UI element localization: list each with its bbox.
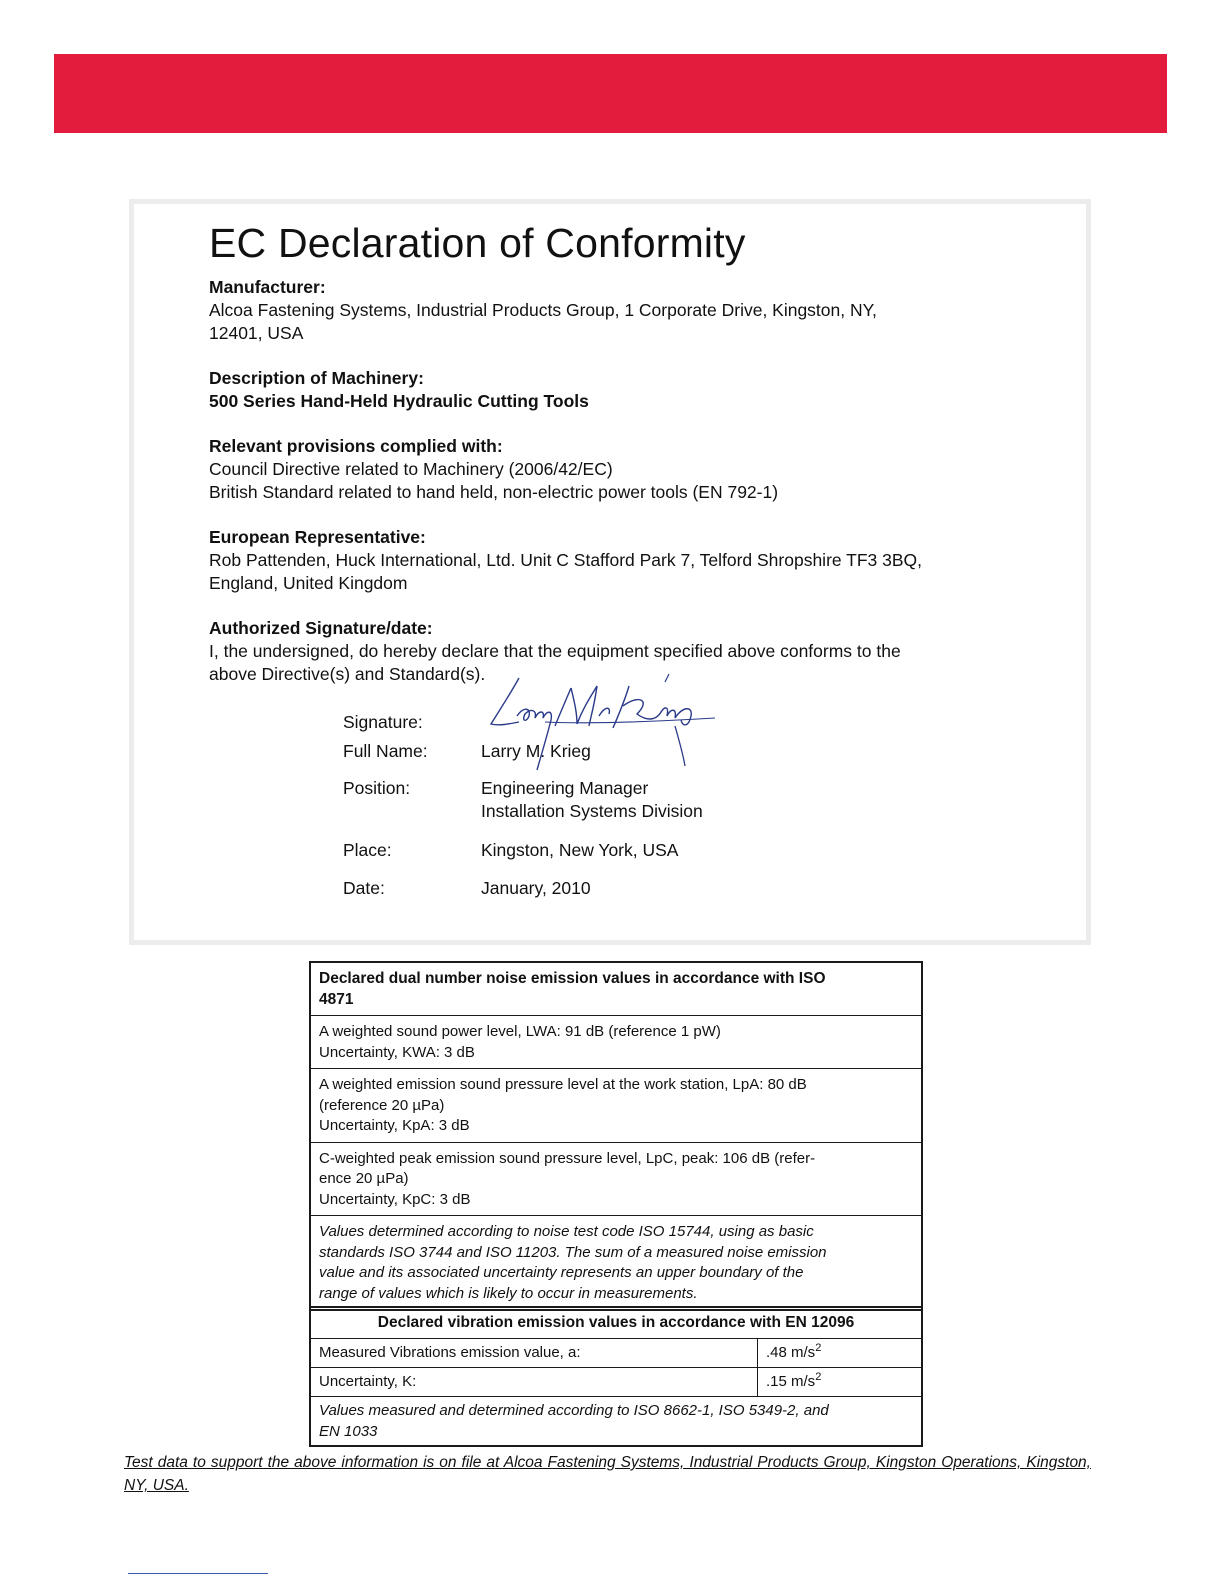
authorization-line: I, the undersigned, do hereby declare that the equipment specified above conforms to the <box>209 641 901 661</box>
machinery-name: 500 Series Hand-Held Hydraulic Cutting Tools <box>209 391 589 411</box>
vibration-label: Uncertainty, K: <box>311 1368 758 1396</box>
representative-line: England, United Kingdom <box>209 573 408 593</box>
declaration-box <box>129 199 1091 945</box>
noise-note-line: Values determined according to noise test code ISO 15744, using as basic <box>319 1223 814 1240</box>
vibration-note-line: EN 1033 <box>319 1423 378 1440</box>
vibration-row <box>311 1368 921 1397</box>
noise-row-line: (reference 20 µPa) <box>319 1096 445 1114</box>
date-row <box>343 877 863 900</box>
position-value <box>481 777 863 823</box>
vibration-value-text: .15 m/s <box>766 1373 816 1390</box>
signature-label: Signature: <box>343 712 423 732</box>
place-label: Place: <box>343 840 392 860</box>
date-value: January, 2010 <box>481 878 591 898</box>
provision-line: Council Directive related to Machinery (2006/42/EC) <box>209 459 613 479</box>
noise-row-line: ence 20 µPa) <box>319 1170 409 1187</box>
noise-row-line: Uncertainty, KpC: 3 dB <box>319 1190 471 1208</box>
position-row <box>343 777 863 823</box>
full-name-value: Larry M. Krieg <box>481 741 591 761</box>
noise-row-sound-power <box>311 1016 921 1069</box>
vibration-emission-table <box>309 1306 923 1447</box>
place-row <box>343 839 863 862</box>
header-banner <box>54 54 1167 133</box>
vibration-note-line: Values measured and determined according to ISO 8662-1, ISO 5349-2, and <box>319 1402 829 1419</box>
full-name-row <box>343 740 863 763</box>
noise-table-note <box>311 1216 921 1309</box>
noise-row-line: Uncertainty, KWA: 3 dB <box>319 1043 475 1061</box>
position-label: Position: <box>343 778 411 798</box>
vibration-value <box>758 1339 921 1367</box>
noise-note-line: value and its associated uncertainty represents an upper boundary of the <box>319 1264 804 1281</box>
representative-heading: European Representative: <box>209 527 426 547</box>
position-line: Engineering Manager <box>481 778 649 798</box>
position-line: Installation Systems Division <box>481 801 703 821</box>
declaration-content <box>209 218 1066 708</box>
vibration-label: Measured Vibrations emission value, a: <box>311 1339 758 1367</box>
signature-details <box>343 672 863 900</box>
vibration-value <box>758 1368 921 1396</box>
authorization-heading: Authorized Signature/date: <box>209 618 433 638</box>
test-data-footnote: Test data to support the above information is on file at Alcoa Fastening Systems, Industrial Products Group, Kingston Operations, Kingston, NY, USA. <box>124 1454 1091 1494</box>
noise-heading-line: 4871 <box>319 990 354 1008</box>
manufacturer-heading: Manufacturer: <box>209 277 326 297</box>
representative-section <box>209 526 1066 595</box>
provisions-heading: Relevant provisions complied with: <box>209 436 503 456</box>
noise-row-sound-pressure <box>311 1069 921 1143</box>
noise-note-line: standards ISO 3744 and ISO 11203. The sum of a measured noise emission <box>319 1243 827 1261</box>
representative-line: Rob Pattenden, Huck International, Ltd. Unit C Stafford Park 7, Telford Shropshire TF3 3BQ, <box>209 550 923 570</box>
document-title: EC Declaration of Conformity <box>209 220 746 266</box>
manufacturer-line: Alcoa Fastening Systems, Industrial Products Group, 1 Corporate Drive, Kingston, NY, <box>209 300 877 320</box>
footer-rule <box>128 1573 268 1574</box>
vibration-value-exponent: 2 <box>815 1371 822 1383</box>
machinery-section <box>209 367 1066 413</box>
vibration-value-exponent: 2 <box>815 1342 822 1354</box>
date-label: Date: <box>343 878 385 898</box>
noise-row-line: C-weighted peak emission sound pressure level, LpC, peak: 106 dB (refer- <box>319 1149 816 1167</box>
noise-row-line: A weighted emission sound pressure level at the work station, LpA: 80 dB <box>319 1076 807 1093</box>
noise-row-line: Uncertainty, KpA: 3 dB <box>319 1117 470 1134</box>
noise-row-peak-pressure <box>311 1143 921 1217</box>
authorization-line: above Directive(s) and Standard(s). <box>209 664 486 684</box>
vibration-table-heading: Declared vibration emission values in accordance with EN 12096 <box>311 1308 921 1339</box>
manufacturer-line: 12401, USA <box>209 323 304 343</box>
vibration-table-note <box>311 1397 921 1445</box>
noise-table-heading <box>311 963 921 1016</box>
noise-heading-line: Declared dual number noise emission values in accordance with ISO <box>319 970 826 987</box>
provision-line: British Standard related to hand held, non-electric power tools (EN 792-1) <box>209 482 779 502</box>
place-value: Kingston, New York, USA <box>481 840 679 860</box>
vibration-row <box>311 1339 921 1368</box>
full-name-label: Full Name: <box>343 741 428 761</box>
noise-emission-table <box>309 961 923 1311</box>
manufacturer-section <box>209 276 1066 345</box>
machinery-heading: Description of Machinery: <box>209 368 424 388</box>
noise-note-line: range of values which is likely to occur in measurements. <box>319 1284 698 1302</box>
noise-row-line: A weighted sound power level, LWA: 91 dB (reference 1 pW) <box>319 1023 721 1040</box>
vibration-value-text: .48 m/s <box>766 1344 816 1361</box>
provisions-section <box>209 435 1066 504</box>
signature-row <box>343 672 863 740</box>
